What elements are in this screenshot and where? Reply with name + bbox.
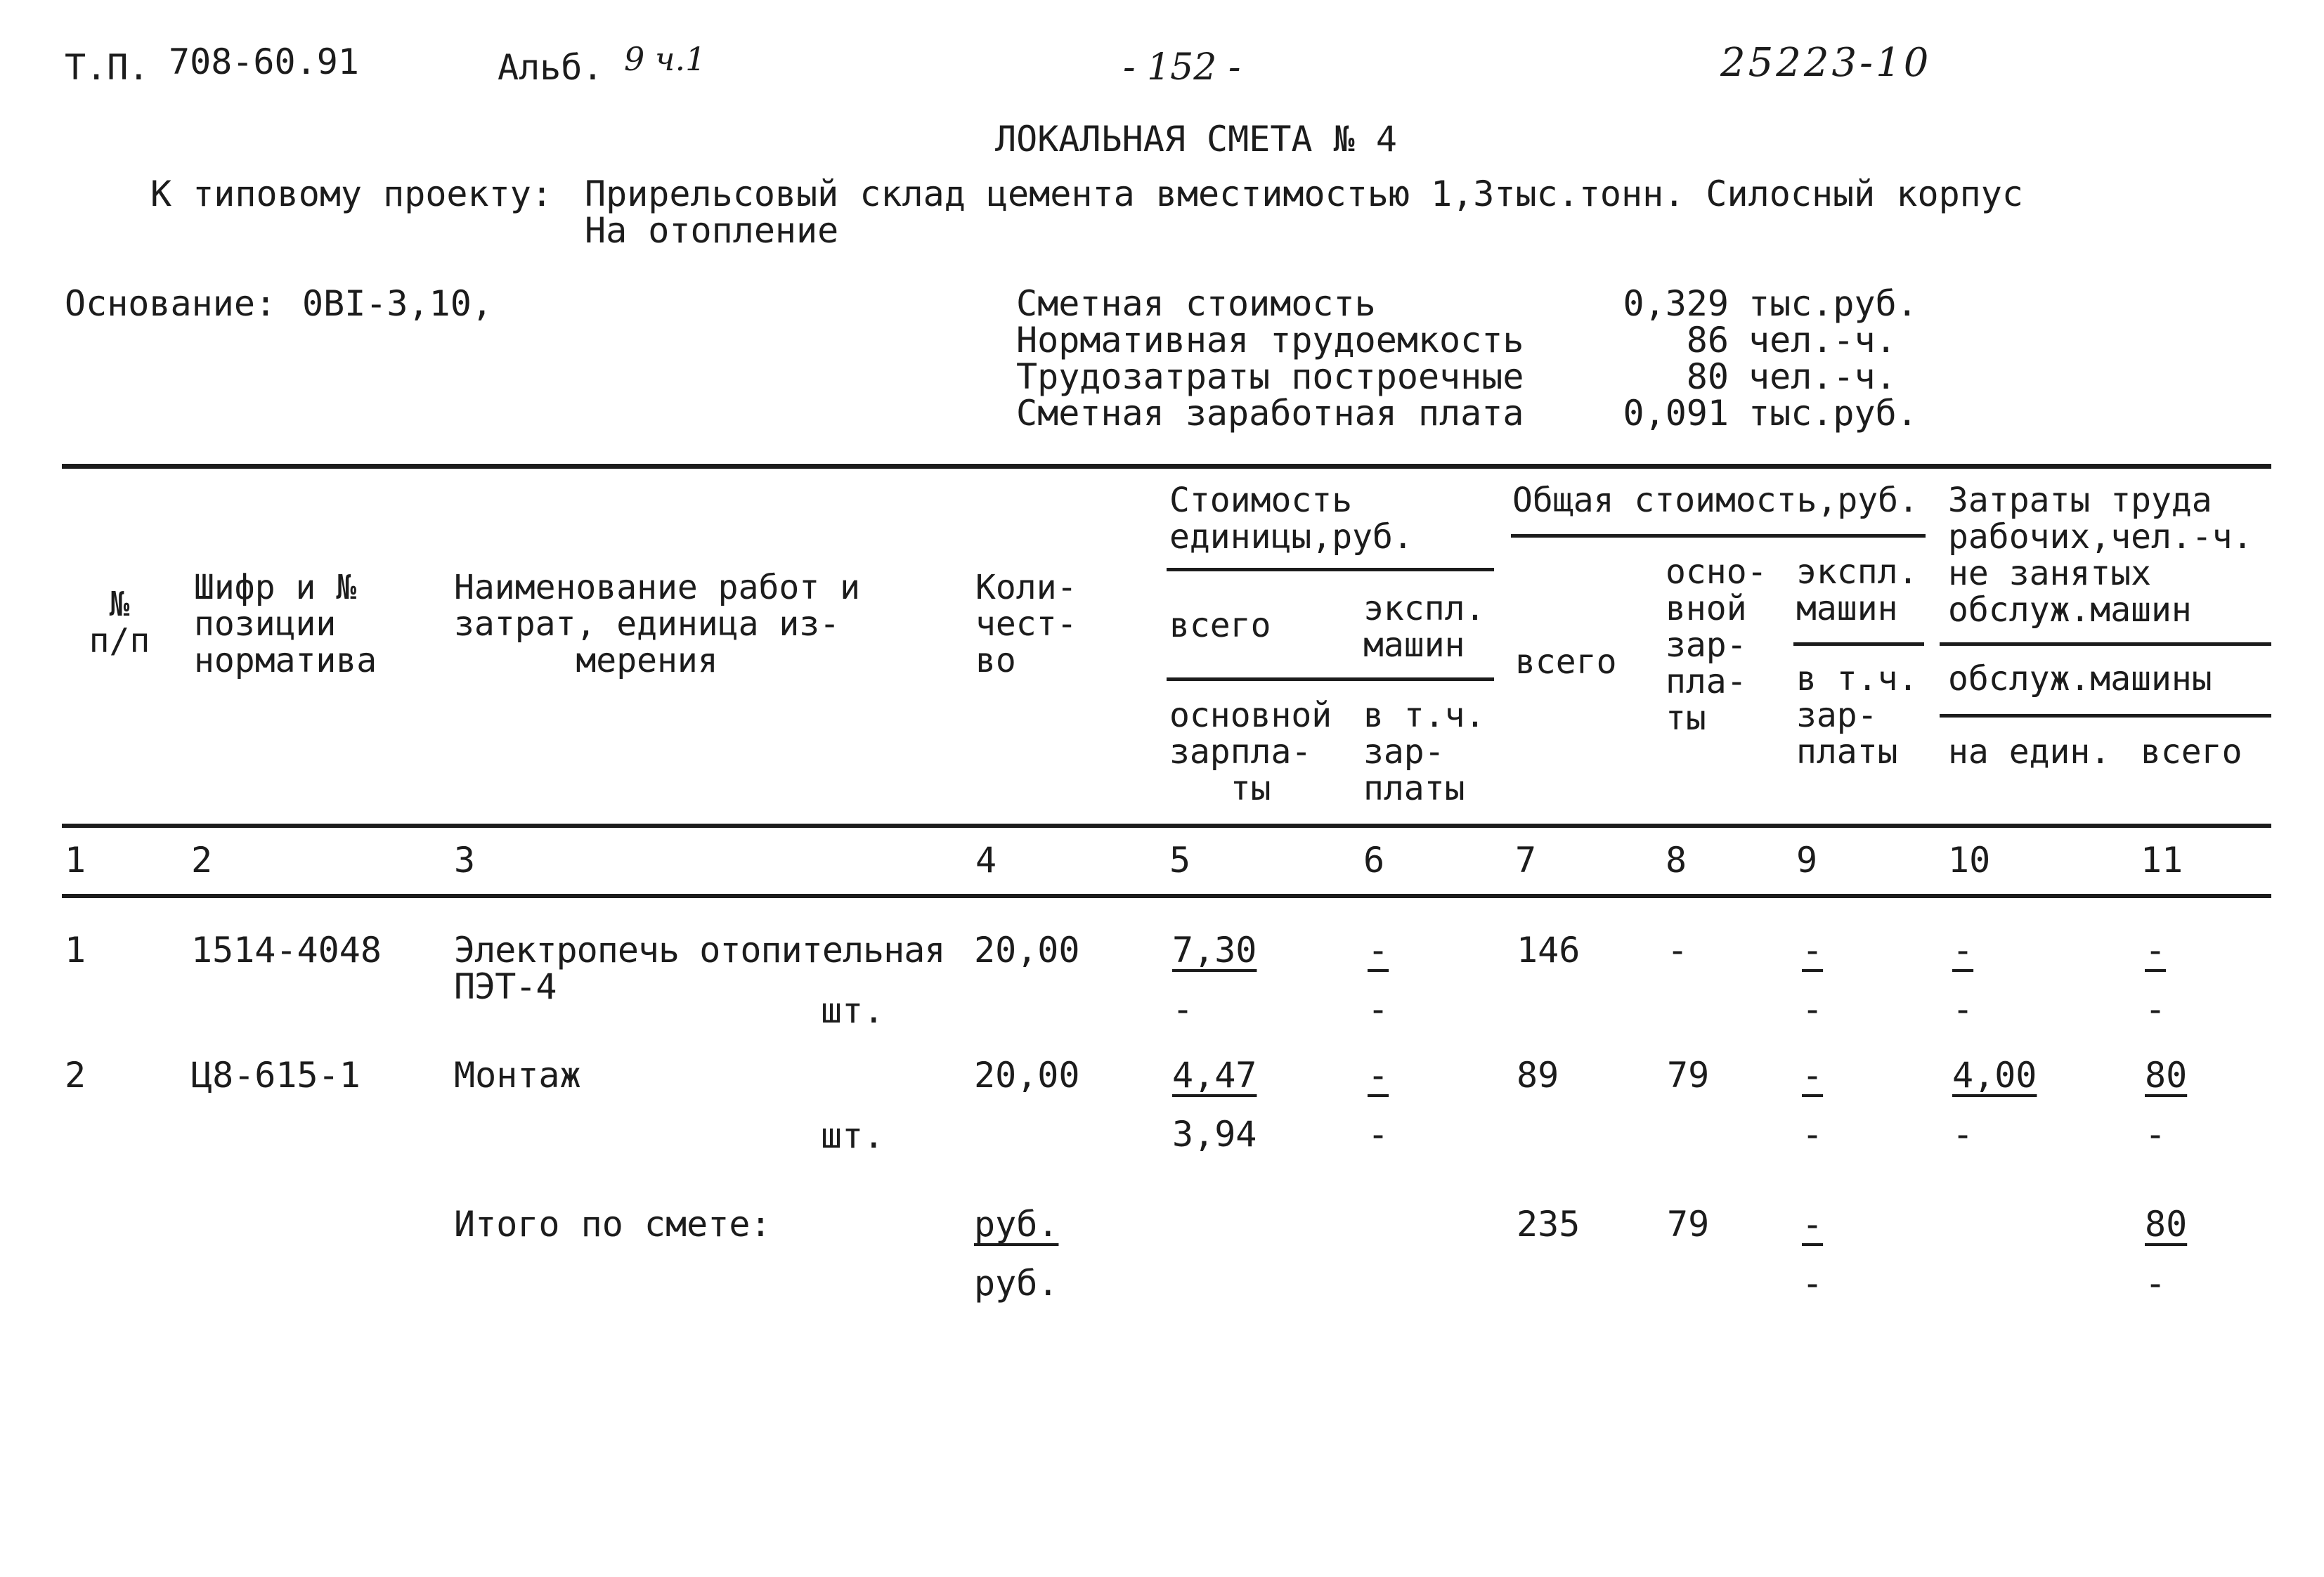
row-num: 2	[65, 1055, 86, 1096]
row-total-machines: -	[1802, 1055, 1824, 1096]
header-unit-cost: Стоимость единицы,руб.	[1169, 481, 1413, 557]
header-labor-total: всего	[2141, 732, 2242, 772]
row-labor-total-machines: -	[2145, 1114, 2167, 1155]
column-number: 1	[65, 840, 86, 881]
row-labor-unit-machines: -	[1952, 989, 1974, 1030]
totals-total-machines: -	[1802, 1204, 1824, 1245]
header-num: № п/п	[89, 585, 150, 661]
header-bottom-rule	[62, 824, 2271, 828]
album-handwritten: 9 ч.1	[624, 40, 706, 78]
tp-number: 708-60.91	[169, 41, 359, 82]
row-unit-machines: -	[1368, 1055, 1389, 1096]
table-top-rule	[62, 464, 2271, 469]
row-labor-unit: -	[1952, 930, 1974, 971]
summary-label: Сметная стоимость	[1016, 283, 1376, 324]
column-number: 9	[1796, 840, 1818, 881]
project-line-1: Прирельсовый склад цемента вместимостью 1,3тыс.тонн. Силосный корпус	[585, 174, 2023, 214]
summary-unit: тыс.руб.	[1748, 393, 1918, 434]
column-number: 8	[1666, 840, 1687, 881]
column-number: 3	[454, 840, 476, 881]
column-number: 11	[2141, 840, 2183, 881]
summary-label: Трудозатраты построечные	[1016, 356, 1524, 397]
page-title: ЛОКАЛЬНАЯ СМЕТА № 4	[995, 119, 1397, 160]
row-unit-wage: -	[1172, 989, 1194, 1030]
basis-value: 0BI-3,10,	[302, 283, 493, 324]
row-labor-total: -	[2145, 930, 2167, 971]
row-labor-total: 80	[2145, 1055, 2188, 1096]
row-total-all: 89	[1517, 1055, 1559, 1096]
summary-unit: чел.-ч.	[1748, 356, 1897, 397]
page-number: - 152 -	[1123, 46, 1241, 89]
totals-total-machine-wage: -	[1802, 1263, 1824, 1304]
row-unit: шт.	[821, 1115, 885, 1156]
column-number: 7	[1515, 840, 1537, 881]
totals-total-all: 235	[1517, 1204, 1580, 1245]
totals-total-wage: 79	[1667, 1204, 1710, 1245]
basis-label: Основание:	[65, 283, 277, 324]
totals-unit: руб.	[974, 1263, 1059, 1304]
row-unit: шт.	[821, 990, 885, 1031]
project-line-2: На отопление	[585, 210, 839, 251]
summary-value: 86	[1686, 320, 1729, 361]
row-total-wage: 79	[1667, 1055, 1710, 1096]
row-total-machines: -	[1802, 930, 1824, 971]
header-total-cost: Общая стоимость,руб.	[1512, 481, 1919, 520]
column-number: 5	[1169, 840, 1191, 881]
row-num: 1	[65, 930, 86, 971]
row-qty: 20,00	[974, 930, 1080, 971]
column-number: 10	[1948, 840, 1991, 881]
header-total-all: всего	[1515, 642, 1617, 682]
row-unit-total: 4,47	[1172, 1055, 1257, 1096]
row-total-all: 146	[1517, 930, 1580, 971]
totals-labor-total-machines: -	[2145, 1263, 2167, 1304]
header-qty: Коли- чест- во	[975, 568, 1077, 680]
totals-unit: руб.	[974, 1204, 1059, 1245]
summary-label: Сметная заработная плата	[1016, 393, 1524, 434]
row-unit-wage: 3,94	[1172, 1114, 1257, 1155]
row-name: Электропечь отопительная ПЭТ-4	[454, 930, 945, 1007]
project-prefix: К типовому проекту:	[150, 174, 552, 214]
summary-label: Нормативная трудоемкость	[1016, 320, 1524, 361]
summary-value: 80	[1686, 356, 1729, 397]
summary-unit: тыс.руб.	[1748, 283, 1918, 324]
header-total-wage: осно- вной зар- пла- ты	[1666, 552, 1767, 738]
header-code: Шифр и № позиции норматива	[194, 568, 377, 680]
row-labor-total-machines: -	[2145, 989, 2167, 1030]
column-number: 6	[1363, 840, 1385, 881]
row-labor-unit-machines: -	[1952, 1114, 1974, 1155]
header-labor-machines: обслуж.машины	[1948, 659, 2212, 699]
totals-labor-total: 80	[2145, 1204, 2188, 1245]
header-rule-labor-split	[1940, 714, 2271, 718]
header-rule-unit-cost	[1167, 568, 1494, 571]
row-total-wage: -	[1667, 930, 1689, 971]
header-unit-total: всего	[1169, 606, 1271, 645]
summary-value: 0,329	[1623, 283, 1729, 324]
row-unit-machines: -	[1368, 930, 1389, 971]
header-unit-wage: основной зарпла- ты	[1169, 696, 1332, 808]
row-code: Ц8-615-1	[191, 1055, 361, 1096]
header-unit-machine-wage: в т.ч. зар- платы	[1363, 696, 1486, 808]
row-labor-unit: 4,00	[1952, 1055, 2037, 1096]
document-code: 25223-10	[1720, 40, 1932, 86]
column-number: 2	[191, 840, 213, 881]
header-rule-unit-split	[1167, 677, 1494, 681]
header-unit-machines: экспл. машин	[1363, 589, 1486, 665]
row-unit-total: 7,30	[1172, 930, 1257, 971]
row-unit-machine-wage: -	[1368, 1114, 1389, 1155]
header-total-machine-wage: в т.ч. зар- платы	[1796, 659, 1919, 772]
row-total-machine-wage: -	[1802, 1114, 1824, 1155]
header-rule-labor	[1940, 642, 2271, 646]
summary-value: 0,091	[1623, 393, 1729, 434]
row-qty: 20,00	[974, 1055, 1080, 1096]
summary-unit: чел.-ч.	[1748, 320, 1897, 361]
row-code: 1514-4048	[191, 930, 382, 971]
column-numbers-rule	[62, 894, 2271, 898]
header-total-machines: экспл. машин	[1796, 552, 1919, 628]
album-label: Альб.	[498, 47, 604, 88]
header-rule-mach-split	[1793, 642, 1924, 646]
header-labor: Затраты труда рабочих,чел.-ч. не занятых обслуж.машин	[1948, 481, 2253, 630]
column-number: 4	[975, 840, 997, 881]
header-labor-unit: на един.	[1948, 732, 2111, 772]
totals-label: Итого по смете:	[454, 1204, 772, 1245]
row-unit-machine-wage: -	[1368, 989, 1389, 1030]
header-rule-total-cost	[1511, 534, 1926, 538]
tp-label: Т.П.	[65, 47, 150, 88]
row-name: Монтаж	[454, 1055, 581, 1096]
row-total-machine-wage: -	[1802, 989, 1824, 1030]
header-name: Наименование работ и затрат, единица из- мерения	[454, 568, 860, 680]
